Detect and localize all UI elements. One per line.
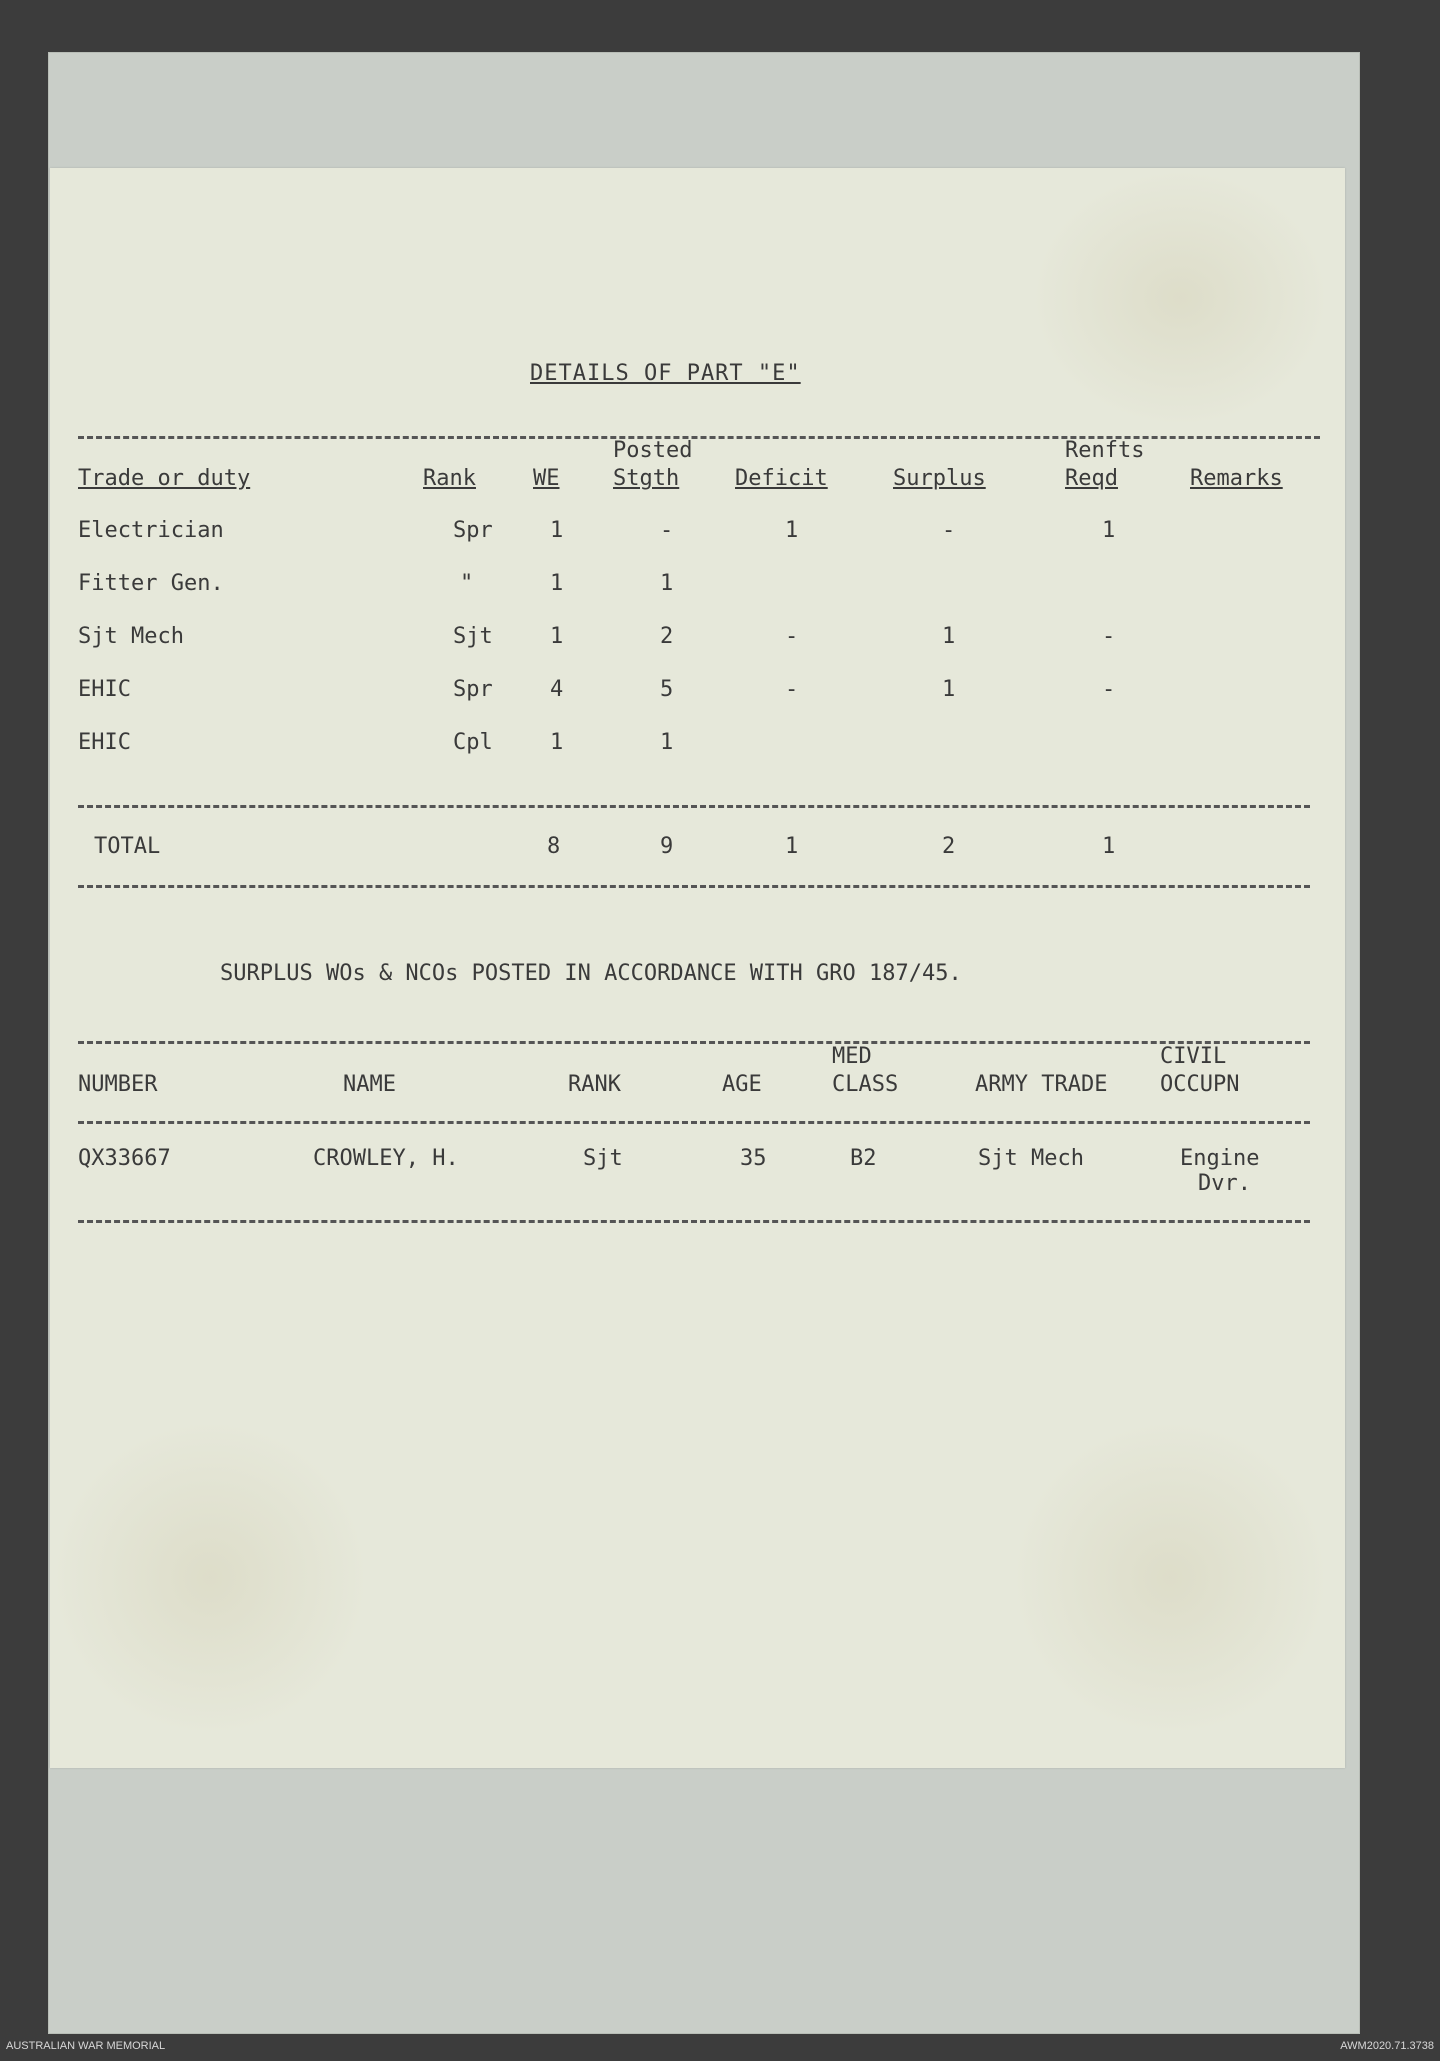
row-trade: Fitter Gen. <box>78 571 224 596</box>
header-remarks: Remarks <box>1190 466 1283 491</box>
footer-right: AWM2020.71.3738 <box>1340 2040 1434 2052</box>
table-rule <box>78 1121 1310 1124</box>
row-surplus: - <box>942 518 956 543</box>
row-trade: Sjt Mech <box>78 624 184 649</box>
row-rank: Spr <box>453 677 493 702</box>
surplus-header-trade: ARMY TRADE <box>975 1072 1108 1097</box>
details-title: DETAILS OF PART "E" <box>530 361 801 386</box>
row-we: 1 <box>550 730 564 755</box>
surplus-med-class: B2 <box>850 1146 877 1171</box>
row-renfts: 1 <box>1102 518 1116 543</box>
row-deficit: 1 <box>785 518 799 543</box>
table-rule <box>78 805 1310 808</box>
surplus-age: 35 <box>740 1146 767 1171</box>
table-rule <box>78 1041 1310 1044</box>
table-rule <box>78 885 1310 888</box>
row-rank: Sjt <box>453 624 493 649</box>
surplus-civil-occupation-line1: Engine <box>1180 1146 1260 1171</box>
total-renfts: 1 <box>1102 834 1116 859</box>
row-deficit: - <box>785 624 799 649</box>
row-trade: EHIC <box>78 730 131 755</box>
row-posted: 1 <box>660 571 674 596</box>
surplus-rank: Sjt <box>583 1146 623 1171</box>
header-posted-line2: Stgth <box>613 466 680 491</box>
surplus-header-rank: RANK <box>568 1072 621 1097</box>
surplus-header-number: NUMBER <box>78 1072 158 1097</box>
row-surplus: 1 <box>942 677 956 702</box>
row-we: 1 <box>550 518 564 543</box>
row-trade: Electrician <box>78 518 224 543</box>
row-posted: - <box>660 518 674 543</box>
surplus-header-name: NAME <box>343 1072 396 1097</box>
total-we: 8 <box>547 834 561 859</box>
header-rank: Rank <box>423 466 476 491</box>
total-label: TOTAL <box>94 834 161 859</box>
row-we: 1 <box>550 624 564 649</box>
row-rank: Spr <box>453 518 493 543</box>
surplus-header-age: AGE <box>722 1072 762 1097</box>
surplus-number: QX33667 <box>78 1146 171 1171</box>
row-trade: EHIC <box>78 677 131 702</box>
row-renfts: - <box>1102 677 1116 702</box>
row-surplus: 1 <box>942 624 956 649</box>
row-posted: 1 <box>660 730 674 755</box>
row-we: 4 <box>550 677 564 702</box>
surplus-civil-occupation-line2: Dvr. <box>1198 1171 1251 1196</box>
header-we: WE <box>533 466 560 491</box>
surplus-header-med-line1: MED <box>832 1044 872 1069</box>
footer-left: AUSTRALIAN WAR MEMORIAL <box>6 2040 166 2052</box>
row-rank: Cpl <box>453 730 493 755</box>
table-rule <box>78 1220 1310 1223</box>
surplus-army-trade: Sjt Mech <box>978 1146 1084 1171</box>
header-surplus: Surplus <box>893 466 986 491</box>
row-renfts: - <box>1102 624 1116 649</box>
header-renfts-line2: Reqd <box>1065 466 1118 491</box>
header-deficit: Deficit <box>735 466 828 491</box>
header-trade: Trade or duty <box>78 466 251 491</box>
total-surplus: 2 <box>942 834 956 859</box>
row-deficit: - <box>785 677 799 702</box>
row-posted: 5 <box>660 677 674 702</box>
header-renfts-line1: Renfts <box>1065 438 1145 463</box>
surplus-header-civil-line2: OCCUPN <box>1160 1072 1240 1097</box>
surplus-header-civil-line1: CIVIL <box>1160 1044 1227 1069</box>
header-posted-line1: Posted <box>613 438 693 463</box>
surplus-name: CROWLEY, H. <box>313 1146 459 1171</box>
total-posted: 9 <box>660 834 674 859</box>
row-posted: 2 <box>660 624 674 649</box>
surplus-header-med-line2: CLASS <box>832 1072 899 1097</box>
total-deficit: 1 <box>785 834 799 859</box>
row-we: 1 <box>550 571 564 596</box>
surplus-title: SURPLUS WOs & NCOs POSTED IN ACCORDANCE WITH GRO 187/45. <box>220 961 962 986</box>
row-rank: " <box>460 571 474 596</box>
document-page <box>50 168 1345 1768</box>
